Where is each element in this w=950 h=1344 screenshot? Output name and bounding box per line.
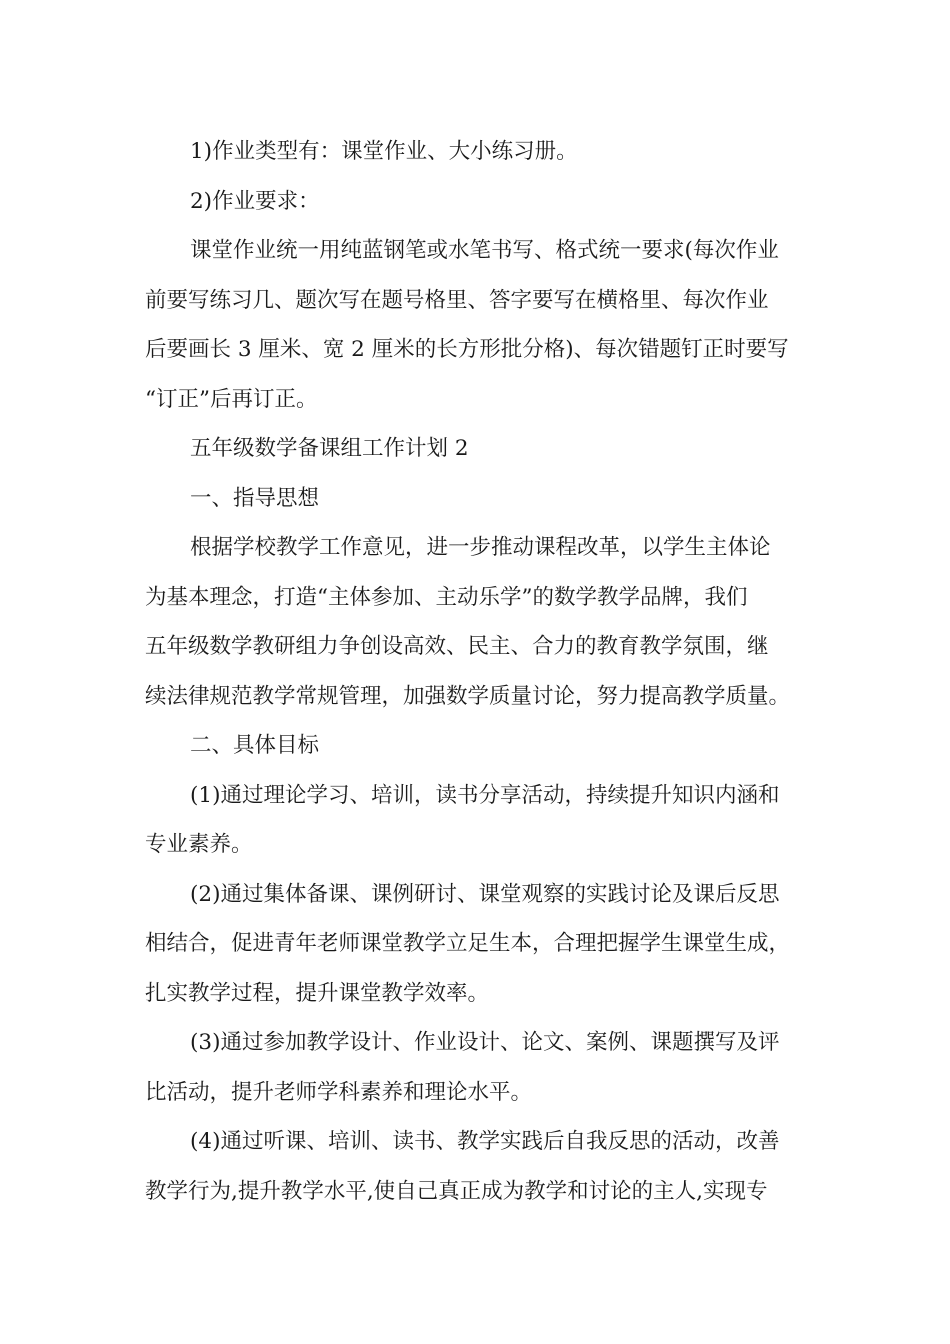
text-line-paragraph: 相结合，促进青年老师课堂教学立足生本，合理把握学生课堂生成， bbox=[145, 931, 791, 956]
text-line-paragraph: 教学行为,提升教学水平,使自己真正成为教学和讨论的主人,实现专 bbox=[145, 1179, 768, 1204]
text-line-goal-3: (3)通过参加教学设计、作业设计、论文、案例、课题撰写及评 bbox=[190, 1030, 780, 1055]
text-line-paragraph: 为基本理念，打造“主体参加、主动乐学”的数学教学品牌，我们 bbox=[145, 585, 748, 610]
text-line-paragraph: 前要写练习几、题次写在题号格里、答字要写在横格里、每次作业 bbox=[145, 288, 769, 313]
text-line-homework-requirements: 2)作业要求： bbox=[190, 189, 320, 214]
text-line-paragraph: 扎实教学过程，提升课堂教学效率。 bbox=[145, 981, 490, 1006]
text-line-paragraph: 五年级数学教研组力争创设高效、民主、合力的教育教学氛围，继 bbox=[145, 634, 769, 659]
text-line-paragraph: 比活动，提升老师学科素养和理论水平。 bbox=[145, 1080, 533, 1105]
heading-specific-goals: 二、具体目标 bbox=[190, 733, 320, 758]
text-line-goal-2: (2)通过集体备课、课例研讨、课堂观察的实践讨论及课后反思 bbox=[190, 882, 780, 907]
text-line-paragraph: 后要画长 3 厘米、宽 2 厘米的长方形批分格)、每次错题钉正时要写 bbox=[145, 337, 789, 362]
text-line-paragraph: 根据学校教学工作意见，进一步推动课程改革，以学生主体论 bbox=[190, 535, 771, 560]
text-line-homework-types: 1)作业类型有：课堂作业、大小练习册。 bbox=[190, 139, 578, 164]
text-line-paragraph: 课堂作业统一用纯蓝钢笔或水笔书写、格式统一要求(每次作业 bbox=[190, 238, 779, 263]
section-title: 五年级数学备课组工作计划 2 bbox=[190, 436, 469, 461]
text-line-paragraph: “订正”后再订正。 bbox=[145, 387, 318, 412]
text-line-paragraph: 续法律规范教学常规管理，加强数学质量讨论，努力提高教学质量。 bbox=[145, 684, 791, 709]
heading-guiding-ideology: 一、指导思想 bbox=[190, 486, 320, 511]
text-line-goal-4: (4)通过听课、培训、读书、教学实践后自我反思的活动，改善 bbox=[190, 1129, 780, 1154]
text-line-paragraph: 专业素养。 bbox=[145, 832, 253, 857]
text-line-goal-1: (1)通过理论学习、培训，读书分享活动，持续提升知识内涵和 bbox=[190, 783, 780, 808]
